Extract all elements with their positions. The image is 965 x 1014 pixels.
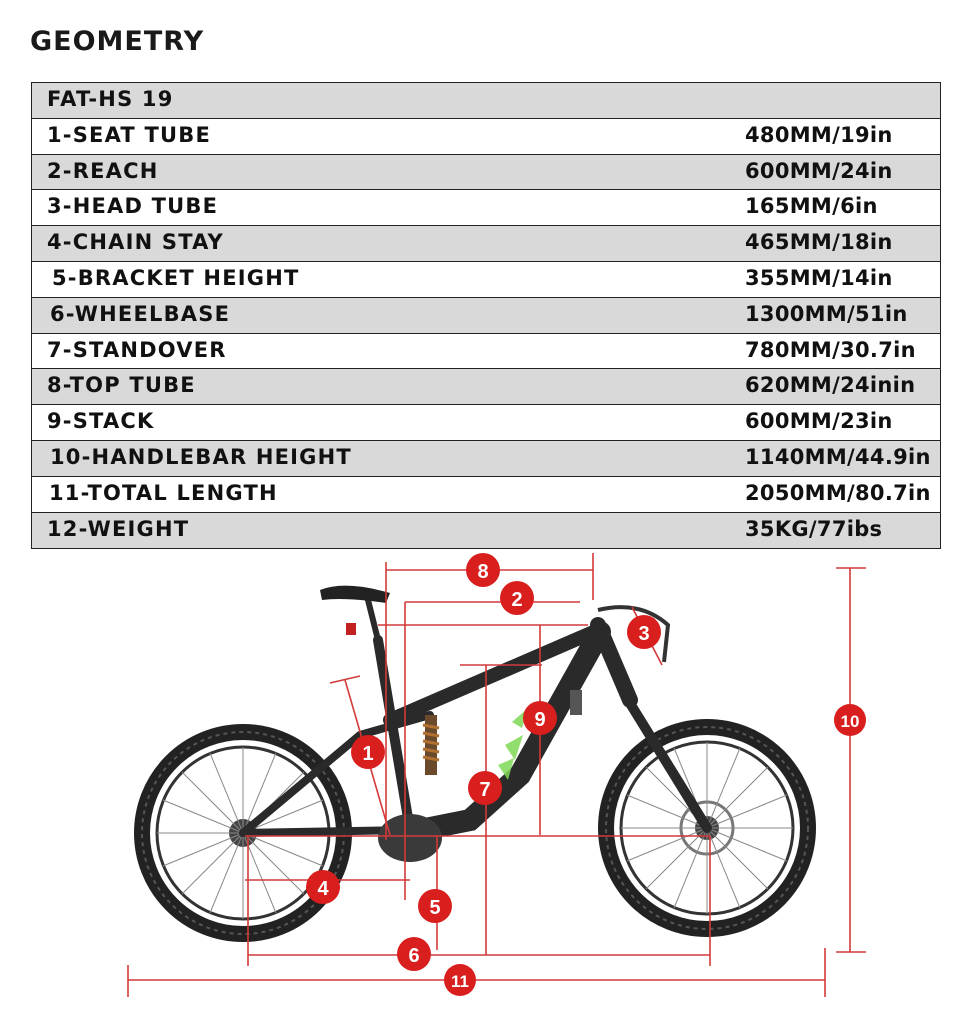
table-header: FAT-HS 19 — [47, 87, 174, 111]
table-row — [32, 405, 940, 441]
marker-7 — [468, 771, 502, 805]
marker-5-label: 5 — [429, 897, 441, 919]
table-header-row — [32, 83, 940, 119]
row-label: 6-WHEELBASE — [50, 301, 231, 326]
rear-shock — [425, 715, 437, 775]
marker-3-label: 3 — [638, 623, 650, 645]
row-value: 355MM/14in — [745, 265, 893, 290]
marker-5 — [418, 889, 452, 923]
row-label: 2-REACH — [47, 158, 159, 183]
marker-8-label: 8 — [477, 561, 489, 583]
table-row — [32, 262, 940, 298]
table-row — [32, 334, 940, 370]
marker-11 — [444, 964, 476, 996]
marker-3 — [627, 615, 661, 649]
row-value: 465MM/18in — [745, 230, 893, 255]
row-label: 9-STACK — [47, 409, 155, 434]
motor — [378, 814, 442, 862]
row-value: 1300MM/51in — [745, 301, 908, 326]
table-row — [32, 190, 940, 226]
marker-2 — [500, 581, 534, 615]
row-value: 1140MM/44.9in — [745, 444, 931, 469]
row-value: 2050MM/80.7in — [745, 480, 931, 505]
table-row — [32, 298, 940, 334]
row-value: 600MM/24in — [745, 158, 893, 183]
marker-9 — [523, 701, 557, 735]
row-label: 12-WEIGHT — [47, 516, 190, 541]
marker-4-label: 4 — [317, 878, 329, 900]
row-label: 11-TOTAL LENGTH — [49, 480, 278, 505]
row-label: 1-SEAT TUBE — [47, 122, 211, 147]
bike-illustration — [142, 586, 808, 934]
marker-4 — [306, 870, 340, 904]
table-row — [32, 477, 940, 513]
bike-geometry-diagram — [0, 548, 965, 1014]
table-row — [32, 155, 940, 191]
geometry-table — [31, 82, 941, 549]
row-label: 3-HEAD TUBE — [47, 194, 219, 219]
saddle — [320, 586, 390, 603]
table-row — [32, 441, 940, 477]
marker-7-label: 7 — [479, 779, 491, 801]
marker-10-label: 10 — [840, 712, 860, 731]
table-row — [32, 369, 940, 405]
row-value: 620MM/24inin — [745, 373, 916, 398]
row-value: 165MM/6in — [745, 194, 878, 219]
battery-lock — [570, 690, 582, 715]
row-label: 5-BRACKET HEIGHT — [52, 265, 300, 290]
row-label: 4-CHAIN STAY — [47, 230, 224, 255]
marker-8 — [466, 553, 500, 587]
row-value: 780MM/30.7in — [745, 337, 916, 362]
row-value: 35KG/77ibs — [745, 516, 883, 541]
table-row — [32, 119, 940, 155]
marker-11-label: 11 — [451, 972, 469, 991]
marker-1-label: 1 — [362, 743, 374, 765]
row-label: 10-HANDLEBAR HEIGHT — [50, 444, 352, 469]
marker-2-label: 2 — [511, 589, 523, 611]
row-value: 600MM/23in — [745, 409, 893, 434]
row-value: 480MM/19in — [745, 122, 893, 147]
marker-6 — [397, 937, 431, 971]
marker-9-label: 9 — [534, 709, 546, 731]
table-row — [32, 513, 940, 549]
marker-6-label: 6 — [408, 945, 420, 967]
row-label: 7-STANDOVER — [47, 337, 227, 362]
marker-10 — [834, 704, 866, 736]
table-row — [32, 226, 940, 262]
rear-light — [346, 623, 356, 635]
marker-1 — [351, 735, 385, 769]
page-title: GEOMETRY — [30, 26, 205, 57]
row-label: 8-TOP TUBE — [47, 373, 196, 398]
